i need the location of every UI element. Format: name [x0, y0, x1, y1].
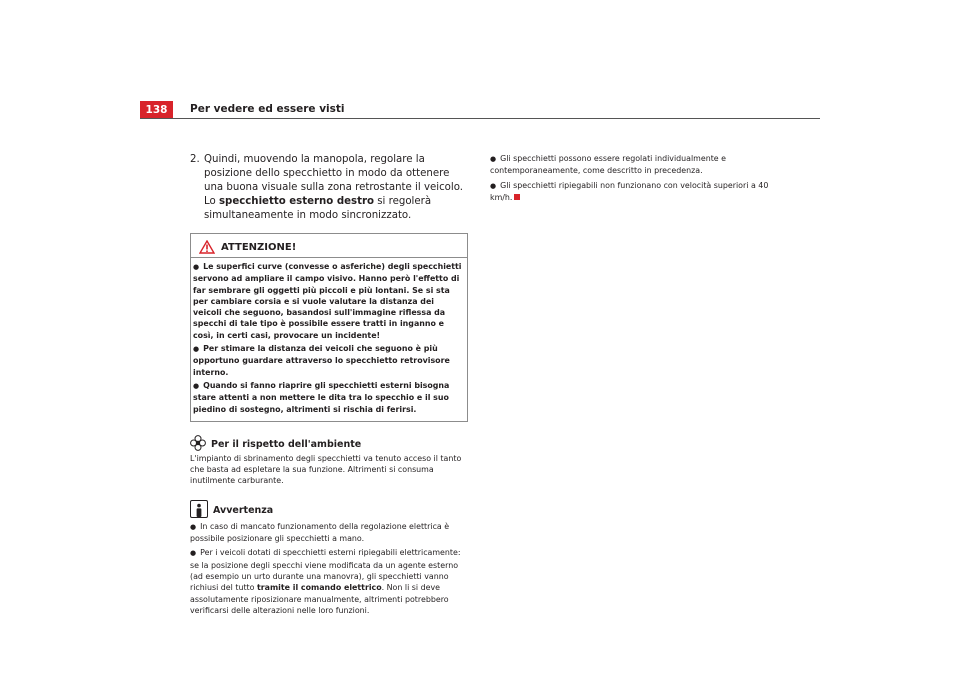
header-rule: [140, 118, 820, 119]
environment-header: [190, 435, 468, 451]
note-title: Avvertenza: [213, 505, 274, 517]
step-text-a: Quindi, muovendo la manopola, regolare la posizione dello specchietto in modo da ottenere una buona visuale sulla zona retrostante il veicolo. Lo: [204, 154, 464, 207]
note-item-text-bold: tramite il comando elettrico: [256, 583, 382, 593]
note-item: [190, 547, 468, 616]
warning-triangle-icon: [199, 240, 215, 254]
note-item: [190, 521, 468, 545]
warning-item: [193, 261, 463, 341]
warning-item-text: Quando si fanno riaprire gli specchietti esterni bisogna stare attenti a non mettere le dita tra lo specchio e il suo piedino di sostegno, altrimenti si rischia di ferirsi.: [193, 380, 450, 414]
warning-title: ATTENZIONE!: [221, 241, 297, 253]
bullet-icon: ●: [190, 549, 197, 558]
running-title: Per vedere ed essere visti: [190, 103, 345, 115]
bullet-icon: ●: [190, 522, 197, 531]
environment-title: Per il rispetto dell'ambiente: [211, 439, 362, 451]
right-item: [490, 153, 780, 177]
note-header: [190, 500, 468, 518]
bullet-icon: ●: [490, 155, 497, 163]
warning-box: [190, 233, 468, 422]
warning-header-rule: [191, 257, 467, 258]
step-text-bold: specchietto esterno destro: [218, 196, 374, 207]
warning-item-text: Le superfici curve (convesse o asferiche) degli specchietti servono ad ampliare il campo visivo. Hanno però l'effetto di far sembrare gli oggetti più piccoli e più lontani. Se si sta per cambiare corsia e si vuole valutare la distanza dei veicoli che seguono, basandosi sull'immagine riflessa da specchi di tale tipo è possibile essere tratti in inganno e così, in certi casi, provocare un incidente!: [193, 262, 462, 340]
bullet-icon: ●: [193, 381, 200, 390]
left-column: [190, 153, 468, 619]
warning-item-text: Per stimare la distanza dei veicoli che seguono è più opportuno guardare attraverso lo specchietto retrovisore interno.: [193, 344, 450, 377]
right-column: [490, 153, 780, 206]
flower-icon: [190, 435, 206, 451]
warning-header: [193, 240, 463, 254]
step-text: [204, 153, 468, 223]
note-item-text: In caso di mancato funzionamento della regolazione elettrica è possibile posizionare gli specchietti a mano.: [190, 521, 450, 544]
right-item-text: Gli specchietti possono essere regolati individualmente e contemporaneamente, come descritto in precedenza.: [490, 154, 727, 176]
note-info-icon: [190, 500, 208, 518]
environment-text: L'impianto di sbrinamento degli specchietti va tenuto acceso il tanto che basta ad espletare la sua funzione. Altrimenti si consuma inutilmente carburante.: [190, 453, 462, 486]
note-item-text-b: . Non li si deve assolutamente riposizionare manualmente, altrimenti potrebbero verificarsi delle alterazioni nelle loro funzioni.: [190, 583, 449, 615]
right-item-text: Gli specchietti ripiegabili non funzionano con velocità superiori a 40 km/h.: [490, 180, 769, 202]
bullet-icon: ●: [490, 181, 497, 190]
warning-item: [193, 380, 463, 415]
bullet-icon: ●: [193, 263, 200, 271]
note-body: [190, 521, 468, 616]
end-mark-icon: [514, 194, 520, 200]
warning-item: [193, 343, 463, 378]
right-item: [490, 180, 780, 204]
step-text-b: si regolerà simultaneamente in modo sincronizzato.: [204, 196, 432, 221]
step-number: 2.: [190, 154, 200, 165]
note-item-text-a: Per i veicoli dotati di specchietti esterni ripiegabili elettricamente: se la posizione degli specchi viene modificata da un agente esterno (ad esempio un urto durante una manovra), gli specchietti vanno richiusi del tutto: [190, 548, 461, 593]
page-number: 138: [140, 101, 173, 118]
step-2: [190, 153, 468, 223]
bullet-icon: ●: [193, 345, 200, 354]
